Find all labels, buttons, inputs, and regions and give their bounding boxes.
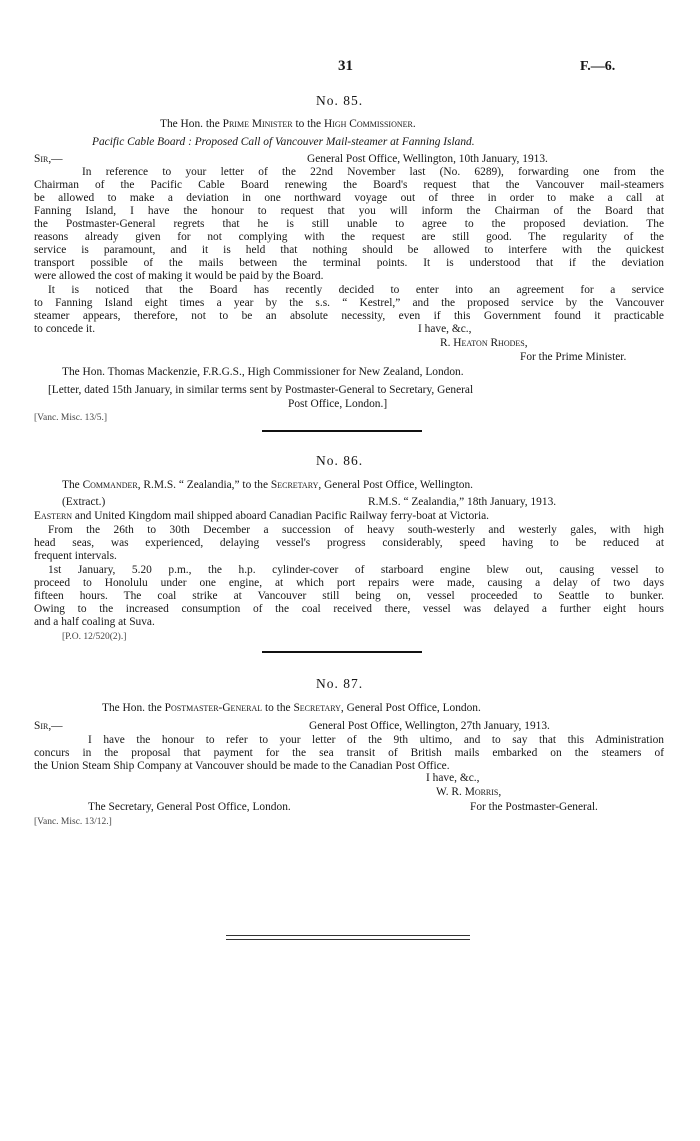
paragraph-line: to Fanning Island eight times a year by the s.s. “ Kestrel,” and the proposed service by the Vancouver xyxy=(34,297,664,309)
closing: I have, &c., xyxy=(418,323,472,335)
letter-from-to: The Hon. the Prime Minister to the High Commissioner. xyxy=(160,118,416,130)
letter-number: No. 85. xyxy=(316,93,364,108)
paragraph-line: frequent intervals. xyxy=(34,550,117,562)
letter-from-to: The Hon. the Postmaster-General to the Secretary, General Post Office, London. xyxy=(102,702,481,714)
letter-number: No. 86. xyxy=(316,453,364,468)
signature-title: For the Prime Minister. xyxy=(520,351,627,363)
section-divider xyxy=(262,430,422,432)
letter-subject: Pacific Cable Board : Proposed Call of Vancouver Mail-steamer at Fanning Island. xyxy=(92,136,475,148)
paragraph-line: transport possible of the mails between the terminal points. It is understood that if the deviation xyxy=(34,257,664,269)
closing: I have, &c., xyxy=(426,772,480,784)
paragraph-line: head seas, was experienced, delaying vessel's progress considerably, speed having to be reduced at xyxy=(34,537,664,549)
letter-from-to: The Commander, R.M.S. “ Zealandia,” to the Secretary, General Post Office, Wellington. xyxy=(62,479,474,491)
end-rule-bottom xyxy=(226,939,470,940)
dateline: R.M.S. “ Zealandia,” 18th January, 1913. xyxy=(368,496,557,508)
paragraph-line: In reference to your letter of the 22nd November last (No. 6289), forwarding one from the xyxy=(82,166,664,178)
paragraph-line: From the 26th to 30th December a succession of heavy south-westerly and westerly gales, with high xyxy=(48,524,664,536)
file-reference: [P.O. 12/520(2).] xyxy=(62,632,127,642)
paragraph-line: I have the honour to refer to your letter of the 9th ultimo, and to say that this Administration xyxy=(88,734,664,746)
paragraph-line: fifteen hours. The coal strike at Vancouver still being on, vessel proceeded to Seattle to bunker. xyxy=(34,590,664,602)
paragraph-line: Owing to the increased consumption of the coal received there, vessel was delayed a further eight hours xyxy=(34,603,664,615)
paragraph-line: reasons already given for not complying with the request are still good. The regularity of the xyxy=(34,231,664,243)
paragraph-line: the Postmaster-General regrets that he is still unable to agree to the proposed deviation. The xyxy=(34,218,664,230)
extract-label: (Extract.) xyxy=(62,496,106,508)
paragraph-line: were allowed the cost of making it would be paid by the Board. xyxy=(34,270,324,282)
editorial-note: [Letter, dated 15th January, in similar terms sent by Postmaster-General to Secretary, General xyxy=(48,384,474,396)
signature: W. R. Morris, xyxy=(436,786,502,798)
paragraph-line: the Union Steam Ship Company at Vancouver should be made to the Canadian Post Office. xyxy=(34,760,450,772)
paragraph-line: Eastern and United Kingdom mail shipped aboard Canadian Pacific Railway ferry-boat at Victoria. xyxy=(34,510,490,522)
signature: R. Heaton Rhodes, xyxy=(440,337,528,349)
paragraph-line: steamer appears, therefore, not to be an absolute necessity, even if this Government found it practicable xyxy=(34,310,664,322)
file-reference: [Vanc. Misc. 13/12.] xyxy=(34,817,112,827)
letter-number: No. 87. xyxy=(316,676,364,691)
section-divider xyxy=(262,651,422,653)
addressee: The Hon. Thomas Mackenzie, F.R.G.S., High Commissioner for New Zealand, London. xyxy=(62,366,464,378)
paragraph-line: proceed to Honolulu under one engine, at which port repairs were made, causing a delay of two days xyxy=(34,577,664,589)
paragraph-line: It is noticed that the Board has recently decided to enter into an agreement for a service xyxy=(48,284,664,296)
paragraph-line: Fanning Island, I have the honour to request that you will inform the Chairman of the Board that xyxy=(34,205,664,217)
salutation: Sir,— xyxy=(34,153,63,165)
dateline: General Post Office, Wellington, 10th January, 1913. xyxy=(307,153,548,165)
paragraph-line: concurs in the proposal that payment for the sea transit of British mails embarked on the steamers of xyxy=(34,747,664,759)
paragraph-line: and a half coaling at Suva. xyxy=(34,616,155,628)
paragraph-line: be allowed to make a deviation in one northward voyage out of three in order to make a call at xyxy=(34,192,664,204)
paragraph-line: to concede it. xyxy=(34,323,96,335)
page-number: 31 xyxy=(338,58,353,74)
addressee: The Secretary, General Post Office, London. xyxy=(88,801,291,813)
document-reference: F.—6. xyxy=(580,59,616,74)
file-reference: [Vanc. Misc. 13/5.] xyxy=(34,413,108,423)
signature-title: For the Postmaster-General. xyxy=(470,801,598,813)
paragraph-line: service is paramount, and it is held that nothing should be allowed to interfere with the quickest xyxy=(34,244,664,256)
end-rule-top xyxy=(226,935,470,936)
dateline: General Post Office, Wellington, 27th January, 1913. xyxy=(309,720,550,732)
salutation: Sir,— xyxy=(34,720,63,732)
paragraph-line: 1st January, 5.20 p.m., the h.p. cylinder-cover of starboard engine blew out, causing vessel to xyxy=(48,564,664,576)
editorial-note: Post Office, London.] xyxy=(288,398,388,410)
paragraph-line: Chairman of the Pacific Cable Board renewing the Board's request that the Vancouver mail-steamers xyxy=(34,179,664,191)
